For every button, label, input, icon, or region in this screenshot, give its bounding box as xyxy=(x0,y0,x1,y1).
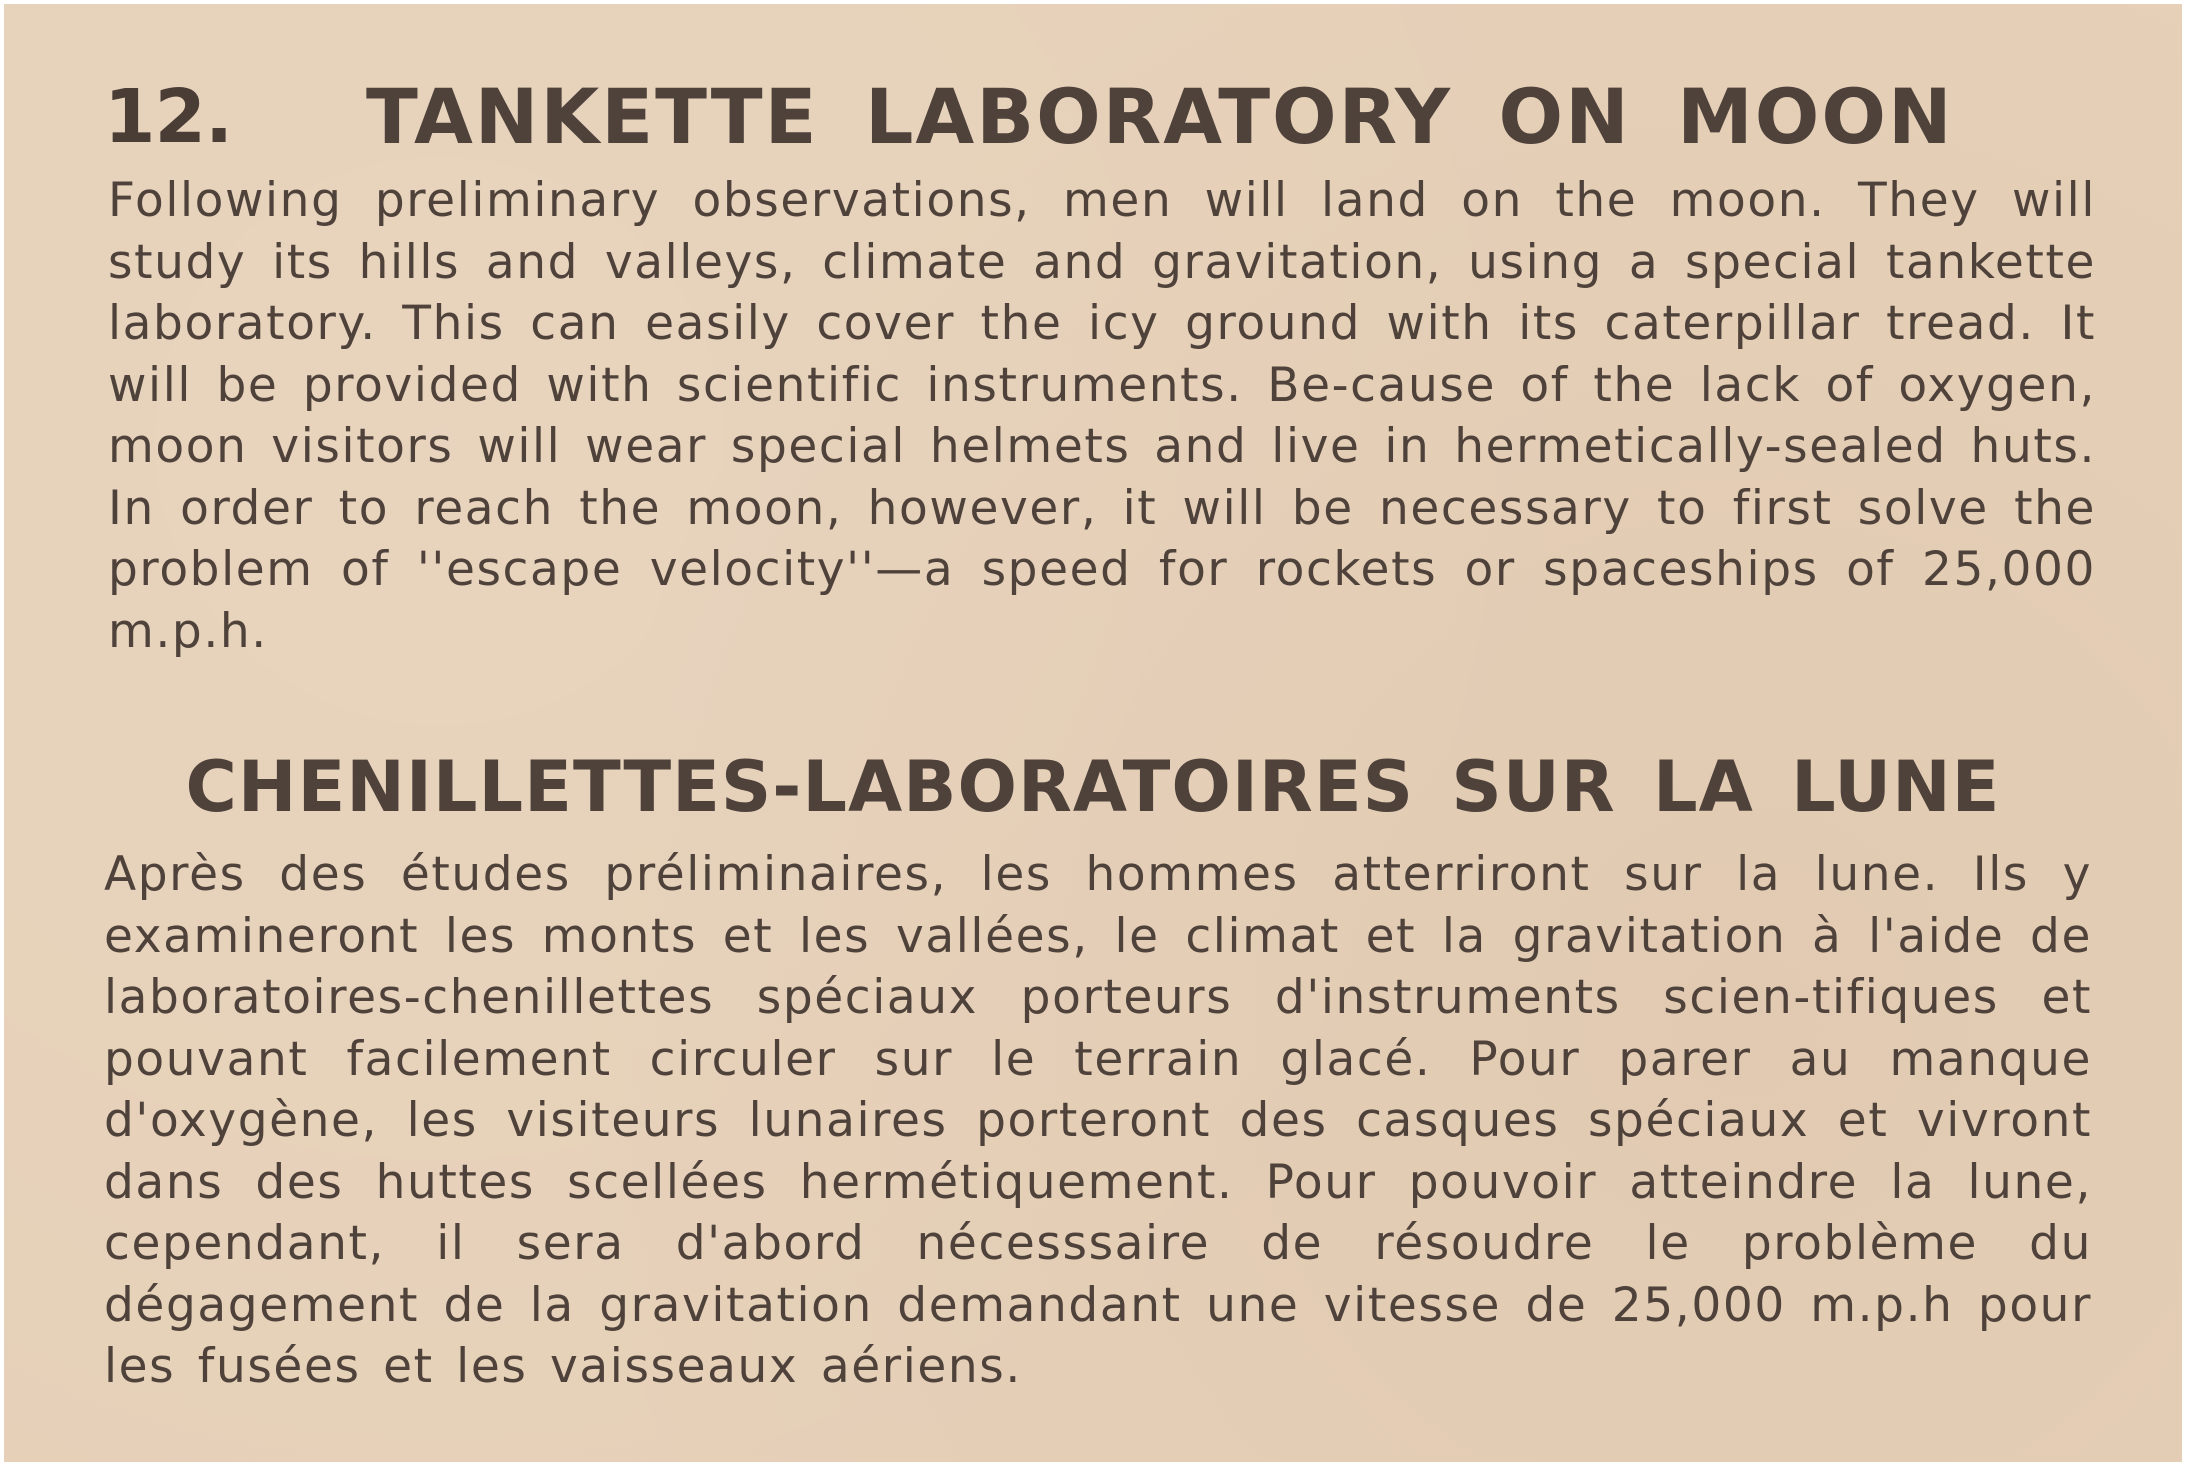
card-number: 12. xyxy=(104,74,233,160)
french-body: Après des études préliminaires, les hommes atterriront sur la lune. Ils y examineront les monts et les vallées, le climat et la gravitation à l'aide de laboratoires-chenillettes spéciaux porteurs d'instruments scien-tifiques et pouvant facilement circuler sur le terrain glacé. Pour parer au manque d'oxygène, les visiteurs lunaires porteront des casques spéciaux et vivront dans des huttes scellées hermétiquement. Pour pouvoir atteindre la lune, cependant, il sera d'abord nécesssaire de résoudre le problème du dégagement de la gravitation demandant une vitesse de 25,000 m.p.h pour les fusées et les vaisseaux aériens. xyxy=(104,847,2092,1394)
english-body: Following preliminary observations, men will land on the moon. They will study its hills and valleys, climate and gravitation, using a special tankette laboratory. This can easily cover the icy ground with its caterpillar tread. It will be provided with scientific instruments. Be-cause of the lack of oxygen, moon visitors will wear special helmets and live in hermetically-sealed huts. In order to reach the moon, however, it will be necessary to first solve the problem of ''escape velocity''—a speed for rockets or spaceships of 25,000 m.p.h. xyxy=(108,173,2096,659)
english-title: TANKETTE LABORATORY ON MOON xyxy=(366,72,1954,161)
trading-card xyxy=(4,4,2182,1462)
french-title: CHENILLETTES-LABORATOIRES SUR LA LUNE xyxy=(185,746,2001,828)
english-header xyxy=(104,64,2094,174)
